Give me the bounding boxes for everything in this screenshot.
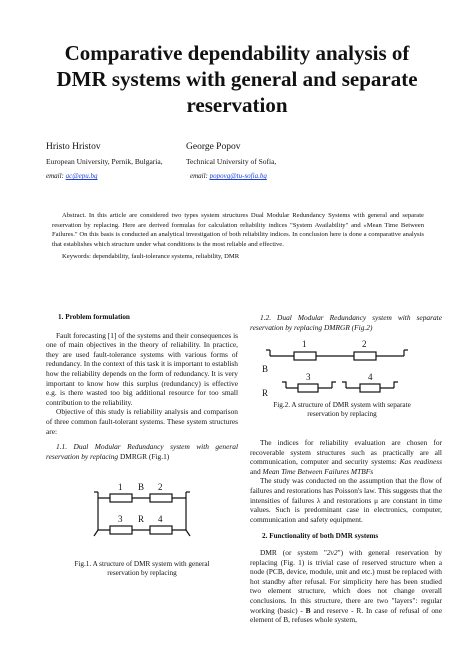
s2-p1-term-2v2: 2v2 bbox=[326, 547, 338, 557]
author-2-affiliation: Technical University of Sofia, bbox=[186, 157, 277, 166]
fig2-label-2: 2 bbox=[362, 339, 367, 349]
s2-p1-text-c: ") with general reservation by replacing (Fig. 1) is trivial case of reserved structure when a node (PCB, device, module, unit and etc.) must be replaced with hot standby after refusal. For simplicity here has been studied two element structure, which does not change overall conclusions. In this structure, there are two "layers": regular working (basic) - bbox=[250, 547, 442, 615]
figure-2-caption: Fig.2. A structure of DMR system with separate reservation by replacing bbox=[273, 401, 411, 419]
s2-p1-text-d: and reserve - R. In case of refusal of one element of B, refuses whole system, bbox=[250, 605, 442, 625]
subsection-1-2-tag: DMRGR (Fig.2) bbox=[323, 322, 373, 332]
fig1-label-2: 2 bbox=[158, 482, 163, 492]
section-2-heading: 2. Functionality of both DMR systems bbox=[262, 532, 379, 541]
left-column bbox=[46, 313, 238, 461]
author-2-email-link[interactable]: popovg@tu-sofia.bg bbox=[209, 172, 267, 180]
author-1-email-link[interactable]: ac@epu.bg bbox=[65, 172, 98, 180]
s2-p1-term-B: B bbox=[305, 605, 311, 615]
fig1-label-3: 3 bbox=[118, 514, 123, 524]
right-p1-term-kas: Kas readiness bbox=[399, 457, 442, 467]
author-1-email bbox=[46, 171, 98, 181]
right-column-body bbox=[250, 438, 442, 625]
section-1-paragraph-2: Objective of this study is reliability analysis and comparison of three common fault-tolerant systems. These system structures are: bbox=[46, 407, 238, 436]
subsection-1-1-tag: DMRGR (Fig.1) bbox=[119, 451, 170, 461]
right-p1-text-and: and bbox=[250, 466, 261, 476]
fig2-label-3: 3 bbox=[306, 372, 311, 382]
figure-1-diagram bbox=[90, 480, 194, 550]
fig1-block-4 bbox=[150, 526, 172, 534]
fig2-label-1: 1 bbox=[302, 339, 307, 349]
right-column-top bbox=[250, 313, 442, 332]
author-1-email-label: email: bbox=[46, 172, 64, 180]
right-p1-text-a: The indices for reliability evaluation are chosen for recoverable system structures such as practically are all communication, computer and security systems: bbox=[250, 438, 442, 467]
fig1-block-3 bbox=[110, 526, 132, 534]
subsection-1-2-heading bbox=[250, 313, 442, 332]
fig2-label-4: 4 bbox=[368, 372, 373, 382]
author-1-affiliation: European University, Pernik, Bulgaria, bbox=[46, 157, 163, 166]
fig1-label-R: R bbox=[138, 514, 145, 524]
author-2-name: George Popov bbox=[186, 142, 241, 152]
fig2-label-B: B bbox=[262, 364, 269, 374]
author-2-email bbox=[190, 171, 267, 181]
abstract: Abstract. In this article are considered two types system structures Dual Modular Redundancy Systems with general and separate reservation by replacing. Here are derived formulas for calculation reliability indices "System Availability" and «Mean Time Between Failures." On this basis is conducted an analytical investigation of both reliability indices. In conclusion here is done a comparative analysis that establishes which structure under what conditions is the most reliable and effective. bbox=[52, 212, 424, 248]
keywords: Keywords: dependability, fault-tolerance systems, reliability, DMR bbox=[62, 253, 240, 260]
fig1-label-B: B bbox=[138, 482, 145, 492]
paper-title: Comparative dependability analysis of DMR systems with general and separate reservation bbox=[56, 41, 418, 117]
figure-1-caption: Fig.1. A structure of DMR system with general reservation by replacing bbox=[74, 560, 210, 578]
fig1-label-4: 4 bbox=[158, 514, 163, 524]
subsection-1-2-title: 1.2. Dual Modular Redundancy system with separate reservation by replacing bbox=[250, 313, 442, 332]
figure-2-diagram bbox=[262, 336, 412, 402]
section-1-paragraph-1: Fault forecasting [1] of the systems and their consequences is one of main objectives in the theory of reliability. In practice, they are used fault-tolerance systems with various forms of redundancy. In the context of this task it is important to establish how the reliability depends on the form of redundancy. It is very important to know how this surplus (redundancy) is effective e.g. is there wasted too big additional resource for too small contribution to the reliability. bbox=[46, 330, 238, 407]
s2-p1-text-a: DMR (or system " bbox=[260, 547, 327, 557]
fig1-label-1: 1 bbox=[118, 482, 123, 492]
fig1-block-2 bbox=[150, 494, 172, 502]
author-2-email-label: email: bbox=[190, 172, 208, 180]
section-2-paragraph-1 bbox=[250, 548, 442, 625]
subsection-1-1-title: 1.1. Dual Modular Redundancy system with general reservation by replacing bbox=[46, 442, 238, 461]
fig1-block-1 bbox=[110, 494, 132, 502]
section-1-heading: 1. Problem formulation bbox=[58, 313, 130, 321]
right-p1-term-mtbf: Mean Time Between Failures MTBFs bbox=[262, 466, 374, 476]
author-1-name: Hristo Hristov bbox=[46, 142, 101, 152]
fig2-label-R: R bbox=[262, 388, 269, 398]
right-paragraph-1 bbox=[250, 438, 442, 476]
subsection-1-1-heading bbox=[46, 442, 238, 461]
right-paragraph-2: The study was conducted on the assumption that the flow of failures and restorations has Poisson's law. This suggests that the intensities of failures λ and restorations μ are constant in time values. Such is predominant case in electronics, computer, communication and safety equipment. bbox=[250, 476, 442, 524]
